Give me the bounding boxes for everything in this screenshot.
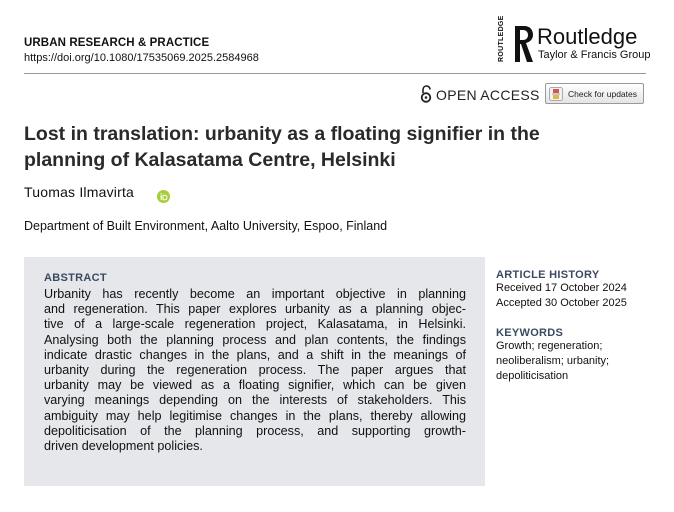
abstract-line: tive of a large-scale regeneration project, Kalasatama, in Helsinki. [44,317,466,332]
author-name[interactable]: Tuomas Ilmavirta [24,184,135,200]
title-line-2: planning of Kalasatama Centre, Helsinki [24,149,396,171]
history-heading: ARTICLE HISTORY [496,269,600,281]
abstract-line: Analysing both the planning process and plan contents, the findings [44,332,466,347]
abstract-line: varying meanings depending on the interests of stakeholders. This [44,393,466,408]
keywords-line: depoliticisation [496,370,569,382]
open-access-label: OPEN ACCESS [436,87,540,103]
orcid-icon[interactable] [157,190,170,203]
abstract-line: Urbanity has recently become an important objective in planning [44,287,466,301]
abstract-line: urbanity may be viewed as a floating signifier, which can be given [44,378,466,393]
abstract-body [44,287,466,454]
keywords-line: Growth; regeneration; [496,340,603,352]
crossmark-icon [549,87,563,101]
publisher-vertical-text: ROUTLEDGE [498,15,505,62]
journal-name: URBAN RESEARCH & PRACTICE [24,37,210,49]
publisher-name: Routledge [537,24,638,49]
header-divider [24,73,646,74]
abstract-heading: ABSTRACT [44,272,107,284]
publisher-subtitle: Taylor & Francis Group [538,49,651,61]
keywords-heading: KEYWORDS [496,327,564,339]
abstract-line: urbanity during the regeneration process. The paper argues that [44,362,466,377]
check-for-updates-button[interactable] [545,83,644,104]
open-access-lock-icon [420,85,432,103]
keywords-line: neoliberalism; urbanity; [496,355,610,367]
accepted-date: Accepted 30 October 2025 [496,297,627,309]
abstract-line: ambiguity may help legitimise changes in the plans, thereby allowing [44,408,466,423]
abstract-line: indicate drastic changes in the plans, and a shift in the meanings of [44,347,466,362]
keywords-section [496,327,656,384]
abstract-line: depoliticisation of the planning process, and supporting growth- [44,423,466,438]
doi-link[interactable]: https://doi.org/10.1080/17535069.2025.2584968 [24,52,259,64]
title-line-1: Lost in translation: urbanity as a floating signifier in the [24,123,540,145]
check-for-updates-label: Check for updates [568,88,637,99]
routledge-logo-icon [511,24,535,64]
abstract-line: driven development policies. [44,438,203,453]
author-affiliation: Department of Built Environment, Aalto University, Espoo, Finland [24,219,388,233]
received-date: Received 17 October 2024 [496,282,627,294]
article-history [496,269,656,311]
article-title [24,121,624,173]
abstract-line: and regeneration. This paper explores urbanity as a planning objec- [44,302,466,317]
